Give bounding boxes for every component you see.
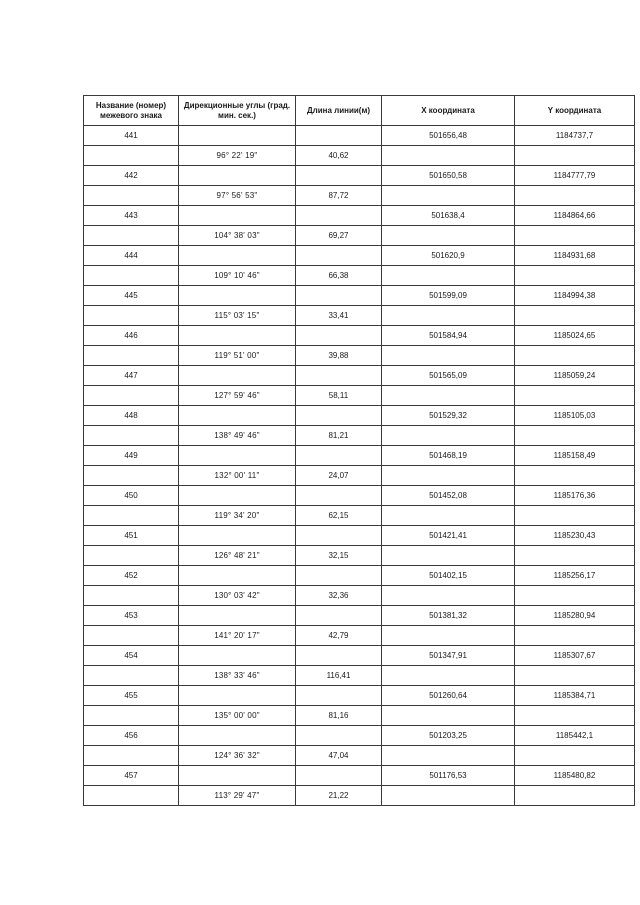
x-coordinate-cell: 501176,53: [382, 766, 515, 786]
y-coordinate-cell: 1185307,67: [515, 646, 635, 666]
header-row: [84, 96, 635, 126]
y-coordinate-cell: [515, 266, 635, 286]
angle-cell: 127° 59' 46": [179, 386, 296, 406]
table-row-point: [84, 526, 635, 546]
length-cell: [296, 246, 382, 266]
y-coordinate-cell: 1184931,68: [515, 246, 635, 266]
point-name-cell: [84, 546, 179, 566]
point-name-cell: [84, 706, 179, 726]
angle-cell: [179, 526, 296, 546]
length-cell: [296, 446, 382, 466]
point-name-cell: 442: [84, 166, 179, 186]
y-coordinate-cell: 1184994,38: [515, 286, 635, 306]
y-coordinate-cell: [515, 186, 635, 206]
angle-cell: 124° 36' 32": [179, 746, 296, 766]
table-row-point: [84, 166, 635, 186]
y-coordinate-cell: [515, 786, 635, 806]
length-cell: 42,79: [296, 626, 382, 646]
angle-cell: [179, 566, 296, 586]
y-coordinate-cell: 1185442,1: [515, 726, 635, 746]
length-cell: 32,36: [296, 586, 382, 606]
angle-cell: [179, 606, 296, 626]
point-name-cell: [84, 786, 179, 806]
angle-cell: [179, 766, 296, 786]
table-row-point: [84, 566, 635, 586]
y-coordinate-cell: 1185024,65: [515, 326, 635, 346]
y-coordinate-cell: 1185230,43: [515, 526, 635, 546]
table-row-point: [84, 126, 635, 146]
y-coordinate-cell: [515, 706, 635, 726]
x-coordinate-cell: [382, 346, 515, 366]
angle-cell: [179, 206, 296, 226]
point-name-cell: [84, 626, 179, 646]
point-name-cell: [84, 346, 179, 366]
x-coordinate-cell: 501468,19: [382, 446, 515, 466]
angle-cell: 115° 03' 15": [179, 306, 296, 326]
length-cell: 81,16: [296, 706, 382, 726]
table-row-segment: [84, 146, 635, 166]
x-coordinate-cell: 501402,15: [382, 566, 515, 586]
angle-cell: [179, 646, 296, 666]
header-point-name: Название (номер) межевого знака: [84, 96, 179, 126]
table-row-point: [84, 766, 635, 786]
y-coordinate-cell: [515, 626, 635, 646]
length-cell: 40,62: [296, 146, 382, 166]
length-cell: [296, 726, 382, 746]
point-name-cell: 446: [84, 326, 179, 346]
y-coordinate-cell: 1185256,17: [515, 566, 635, 586]
y-coordinate-cell: [515, 146, 635, 166]
table-row-point: [84, 286, 635, 306]
y-coordinate-cell: [515, 346, 635, 366]
x-coordinate-cell: 501260,64: [382, 686, 515, 706]
length-cell: 47,04: [296, 746, 382, 766]
angle-cell: 119° 34' 20": [179, 506, 296, 526]
table-row-segment: [84, 466, 635, 486]
x-coordinate-cell: 501565,09: [382, 366, 515, 386]
x-coordinate-cell: [382, 386, 515, 406]
length-cell: [296, 166, 382, 186]
x-coordinate-cell: 501203,25: [382, 726, 515, 746]
length-cell: [296, 126, 382, 146]
y-coordinate-cell: 1185158,49: [515, 446, 635, 466]
y-coordinate-cell: 1184777,79: [515, 166, 635, 186]
angle-cell: [179, 326, 296, 346]
angle-cell: 132° 00' 11": [179, 466, 296, 486]
x-coordinate-cell: 501529,32: [382, 406, 515, 426]
angle-cell: 104° 38' 03": [179, 226, 296, 246]
angle-cell: [179, 366, 296, 386]
angle-cell: [179, 126, 296, 146]
point-name-cell: [84, 186, 179, 206]
x-coordinate-cell: [382, 786, 515, 806]
point-name-cell: [84, 146, 179, 166]
point-name-cell: [84, 226, 179, 246]
y-coordinate-cell: [515, 306, 635, 326]
point-name-cell: [84, 386, 179, 406]
point-name-cell: 455: [84, 686, 179, 706]
point-name-cell: 447: [84, 366, 179, 386]
length-cell: 24,07: [296, 466, 382, 486]
y-coordinate-cell: 1185480,82: [515, 766, 635, 786]
header-x-coordinate: X координата: [382, 96, 515, 126]
point-name-cell: [84, 586, 179, 606]
table-row-segment: [84, 546, 635, 566]
length-cell: 32,15: [296, 546, 382, 566]
table-row-segment: [84, 666, 635, 686]
length-cell: 87,72: [296, 186, 382, 206]
y-coordinate-cell: 1184737,7: [515, 126, 635, 146]
y-coordinate-cell: [515, 226, 635, 246]
y-coordinate-cell: 1185384,71: [515, 686, 635, 706]
length-cell: [296, 206, 382, 226]
length-cell: [296, 366, 382, 386]
length-cell: [296, 606, 382, 626]
x-coordinate-cell: [382, 146, 515, 166]
table-row-point: [84, 486, 635, 506]
y-coordinate-cell: [515, 746, 635, 766]
y-coordinate-cell: [515, 506, 635, 526]
y-coordinate-cell: [515, 666, 635, 686]
point-name-cell: 449: [84, 446, 179, 466]
x-coordinate-cell: [382, 626, 515, 646]
point-name-cell: 444: [84, 246, 179, 266]
y-coordinate-cell: [515, 586, 635, 606]
table-header: [84, 96, 635, 126]
point-name-cell: [84, 426, 179, 446]
x-coordinate-cell: [382, 666, 515, 686]
x-coordinate-cell: [382, 746, 515, 766]
point-name-cell: 457: [84, 766, 179, 786]
point-name-cell: [84, 506, 179, 526]
table-row-segment: [84, 706, 635, 726]
point-name-cell: [84, 466, 179, 486]
angle-cell: 138° 49' 46": [179, 426, 296, 446]
angle-cell: 113° 29' 47": [179, 786, 296, 806]
length-cell: 66,38: [296, 266, 382, 286]
table-row-segment: [84, 266, 635, 286]
point-name-cell: 450: [84, 486, 179, 506]
angle-cell: [179, 406, 296, 426]
point-name-cell: [84, 266, 179, 286]
table-row-segment: [84, 226, 635, 246]
length-cell: [296, 566, 382, 586]
angle-cell: [179, 166, 296, 186]
angle-cell: [179, 726, 296, 746]
length-cell: [296, 486, 382, 506]
point-name-cell: [84, 666, 179, 686]
x-coordinate-cell: [382, 466, 515, 486]
angle-cell: 96° 22' 19": [179, 146, 296, 166]
x-coordinate-cell: 501650,58: [382, 166, 515, 186]
table-row-segment: [84, 186, 635, 206]
table-row-point: [84, 246, 635, 266]
x-coordinate-cell: [382, 226, 515, 246]
table-row-segment: [84, 426, 635, 446]
length-cell: [296, 646, 382, 666]
header-direction-angle: Дирекционные углы (град. мин. сек.): [179, 96, 296, 126]
angle-cell: [179, 246, 296, 266]
y-coordinate-cell: 1185176,36: [515, 486, 635, 506]
x-coordinate-cell: [382, 586, 515, 606]
x-coordinate-cell: [382, 266, 515, 286]
angle-cell: 135° 00' 00": [179, 706, 296, 726]
x-coordinate-cell: [382, 426, 515, 446]
table-row-segment: [84, 346, 635, 366]
point-name-cell: 456: [84, 726, 179, 746]
table-row-segment: [84, 586, 635, 606]
table-row-point: [84, 686, 635, 706]
y-coordinate-cell: [515, 426, 635, 446]
table-row-segment: [84, 786, 635, 806]
angle-cell: 109° 10' 46": [179, 266, 296, 286]
x-coordinate-cell: 501347,91: [382, 646, 515, 666]
angle-cell: [179, 486, 296, 506]
point-name-cell: 448: [84, 406, 179, 426]
x-coordinate-cell: 501620,9: [382, 246, 515, 266]
x-coordinate-cell: [382, 186, 515, 206]
x-coordinate-cell: 501452,08: [382, 486, 515, 506]
angle-cell: [179, 446, 296, 466]
table-row-segment: [84, 386, 635, 406]
table-row-point: [84, 326, 635, 346]
table-row-point: [84, 206, 635, 226]
point-name-cell: 453: [84, 606, 179, 626]
table-row-point: [84, 726, 635, 746]
y-coordinate-cell: [515, 466, 635, 486]
x-coordinate-cell: 501638,4: [382, 206, 515, 226]
header-y-coordinate: Y координата: [515, 96, 635, 126]
y-coordinate-cell: 1185280,94: [515, 606, 635, 626]
x-coordinate-cell: 501599,09: [382, 286, 515, 306]
point-name-cell: [84, 746, 179, 766]
point-name-cell: 443: [84, 206, 179, 226]
y-coordinate-cell: 1185059,24: [515, 366, 635, 386]
y-coordinate-cell: 1185105,03: [515, 406, 635, 426]
length-cell: 62,15: [296, 506, 382, 526]
length-cell: 39,88: [296, 346, 382, 366]
point-name-cell: 445: [84, 286, 179, 306]
x-coordinate-cell: [382, 506, 515, 526]
angle-cell: 130° 03' 42": [179, 586, 296, 606]
length-cell: 21,22: [296, 786, 382, 806]
length-cell: 58,11: [296, 386, 382, 406]
point-name-cell: [84, 306, 179, 326]
table-row-point: [84, 646, 635, 666]
table-row-segment: [84, 626, 635, 646]
angle-cell: 138° 33' 46": [179, 666, 296, 686]
x-coordinate-cell: [382, 706, 515, 726]
table-row-segment: [84, 506, 635, 526]
length-cell: 69,27: [296, 226, 382, 246]
angle-cell: 126° 48' 21": [179, 546, 296, 566]
table-row-segment: [84, 746, 635, 766]
point-name-cell: 452: [84, 566, 179, 586]
angle-cell: 119° 51' 00": [179, 346, 296, 366]
y-coordinate-cell: 1184864,66: [515, 206, 635, 226]
x-coordinate-cell: [382, 546, 515, 566]
length-cell: [296, 526, 382, 546]
point-name-cell: 454: [84, 646, 179, 666]
table-row-point: [84, 446, 635, 466]
angle-cell: [179, 686, 296, 706]
point-name-cell: 441: [84, 126, 179, 146]
length-cell: [296, 326, 382, 346]
x-coordinate-cell: [382, 306, 515, 326]
boundary-coordinates-table: [83, 95, 635, 806]
length-cell: [296, 686, 382, 706]
table-row-point: [84, 406, 635, 426]
length-cell: [296, 406, 382, 426]
angle-cell: 97° 56' 53": [179, 186, 296, 206]
x-coordinate-cell: 501421,41: [382, 526, 515, 546]
y-coordinate-cell: [515, 386, 635, 406]
table-row-point: [84, 366, 635, 386]
point-name-cell: 451: [84, 526, 179, 546]
header-line-length: Длина линии(м): [296, 96, 382, 126]
x-coordinate-cell: 501584,94: [382, 326, 515, 346]
x-coordinate-cell: 501656,48: [382, 126, 515, 146]
table-row-segment: [84, 306, 635, 326]
angle-cell: 141° 20' 17": [179, 626, 296, 646]
length-cell: [296, 766, 382, 786]
length-cell: 116,41: [296, 666, 382, 686]
angle-cell: [179, 286, 296, 306]
table-body: [84, 126, 635, 806]
length-cell: 33,41: [296, 306, 382, 326]
y-coordinate-cell: [515, 546, 635, 566]
length-cell: [296, 286, 382, 306]
table-row-point: [84, 606, 635, 626]
x-coordinate-cell: 501381,32: [382, 606, 515, 626]
length-cell: 81,21: [296, 426, 382, 446]
